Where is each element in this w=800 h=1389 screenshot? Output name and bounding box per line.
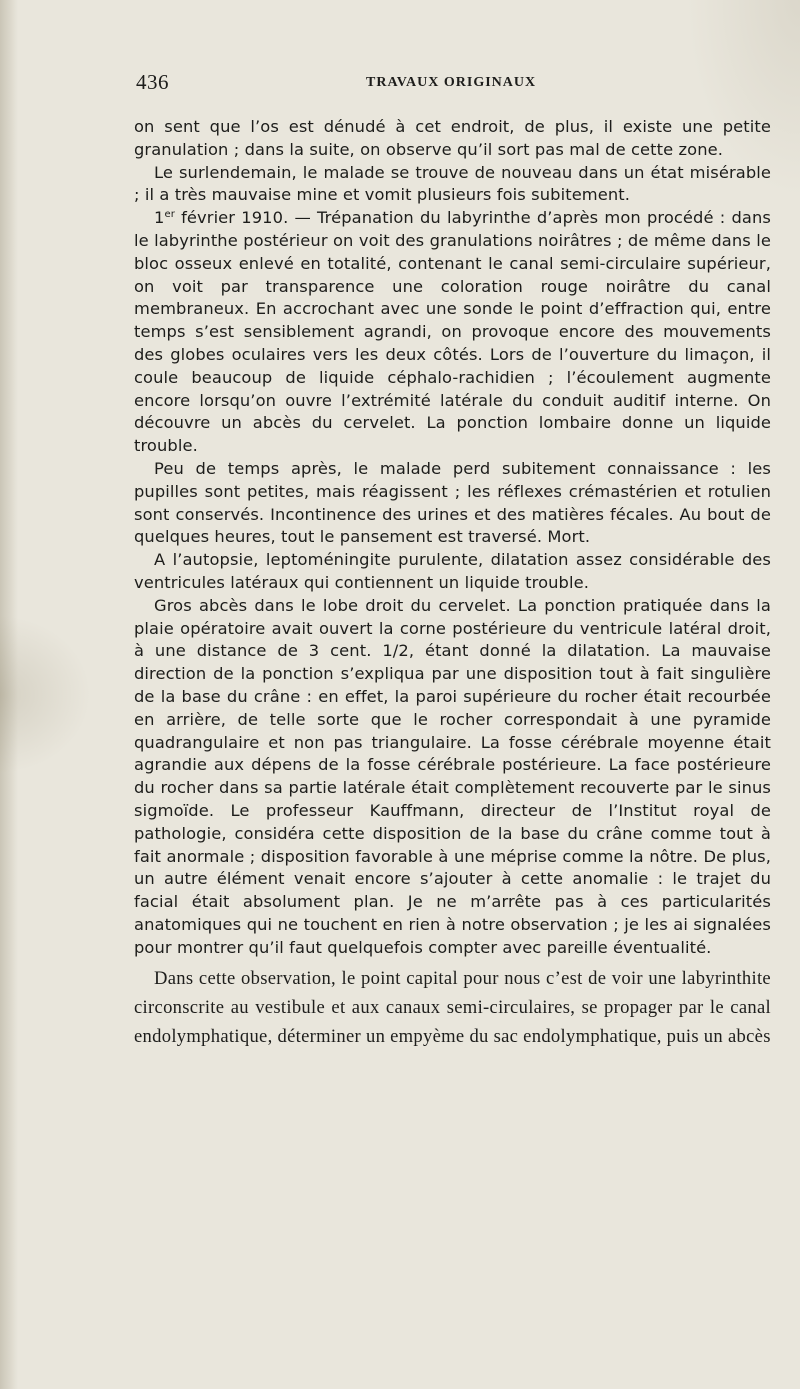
paragraph-autopsie: A l’autopsie, leptoméningite purulente, dilatation assez considérable des ventricules latéraux qui contiennent un liquide trouble. xyxy=(134,550,771,592)
body-text xyxy=(134,116,771,1051)
paragraph-trepanation-text: février 1910. — Trépanation du labyrinthe d’après mon procédé : dans le labyrinthe postérieur on voit des granulations noirâtres ; de même dans le bloc osseux enlevé en totalité, contenant le canal semi-circulaire supérieur, on voit par transparence une coloration rouge noirâtre du canal membraneux. En accrochant avec une sonde le point d’effraction qui, entre temps s’est sensiblement agrandi, on provoque encore des mouvements des globes oculaires vers les deux côtés. Lors de l’ouverture du limaçon, il coule beaucoup de liquide céphalo-rachidien ; l’écoulement augmente encore lorsqu’on ouvre l’extrémité latérale du conduit auditif interne. On découvre un abcès du cervelet. La ponction lombaire donne un liquide trouble. xyxy=(134,208,771,456)
running-head: TRAVAUX ORIGINAUX xyxy=(366,75,537,90)
paragraph-continuation: on sent que l’os est dénudé à cet endroit, de plus, il existe une petite granulation ; dans la suite, on observe qu’il sort pas mal de cette zone. xyxy=(134,117,771,159)
paragraph-gros-abces: Gros abcès dans le lobe droit du cervelet. La ponction pratiquée dans la plaie opératoire avait ouvert la corne postérieure du ventricule latéral droit, à une distance de 3 cent. 1/2, étant donné la dilatation. La mauvaise direction de la ponction s’expliqua par une disposition tout à fait singulière de la base du crâne : en effet, la paroi supérieure du rocher était recourbée en arrière, de telle sorte que le rocher correspondait à une pyramide quadrangulaire et non pas triangulaire. La fosse cérébrale moyenne était agrandie aux dépens de la fosse cérébrale postérieure. La face postérieure du rocher dans sa partie latérale était complètement recouverte par le sinus sigmoïde. Le professeur Kauffmann, directeur de l’Institut royal de pathologie, considéra cette disposition de la base du crâne comme tout à fait anormale ; disposition favorable à une méprise comme la nôtre. De plus, un autre élément venait encore s’ajouter à cette anomalie : le trajet du facial était absolument plan. Je ne m’arrête pas à ces particularités anatomiques qui ne touchent en rien à notre observation ; je les ai signalées pour montrer qu’il faut quelquefois compter avec pareille éventualité. xyxy=(134,595,771,957)
page-edge-shadow xyxy=(0,0,18,1389)
page-header xyxy=(136,70,772,98)
paragraph-trepanation xyxy=(134,207,771,458)
paragraph-conclusion: Dans cette observation, le point capital pour nous c’est de voir une labyrinthite circonscrite au vestibule et aux canaux semi-circulaires, se propager par le canal endolymphatique, déterminer un empyème du sac endolymphatique, puis un abcès xyxy=(134,968,771,1047)
paragraph-peu-de-temps: Peu de temps après, le malade perd subitement connaissance : les pupilles sont petites, mais réagissent ; les réflexes crémastérien et rotulien sont conservés. Incontinence des urines et des matières fécales. Au bout de quelques heures, tout le pansement est traversé. Mort. xyxy=(134,458,771,547)
date-superscript: er xyxy=(164,209,175,221)
page-number: 436 xyxy=(136,70,169,94)
date-number: 1 xyxy=(154,208,165,228)
paragraph-surlendemain: Le surlendemain, le malade se trouve de nouveau dans un état misérable ; il a très mauvaise mine et vomit plusieurs fois subitement. xyxy=(134,162,771,205)
